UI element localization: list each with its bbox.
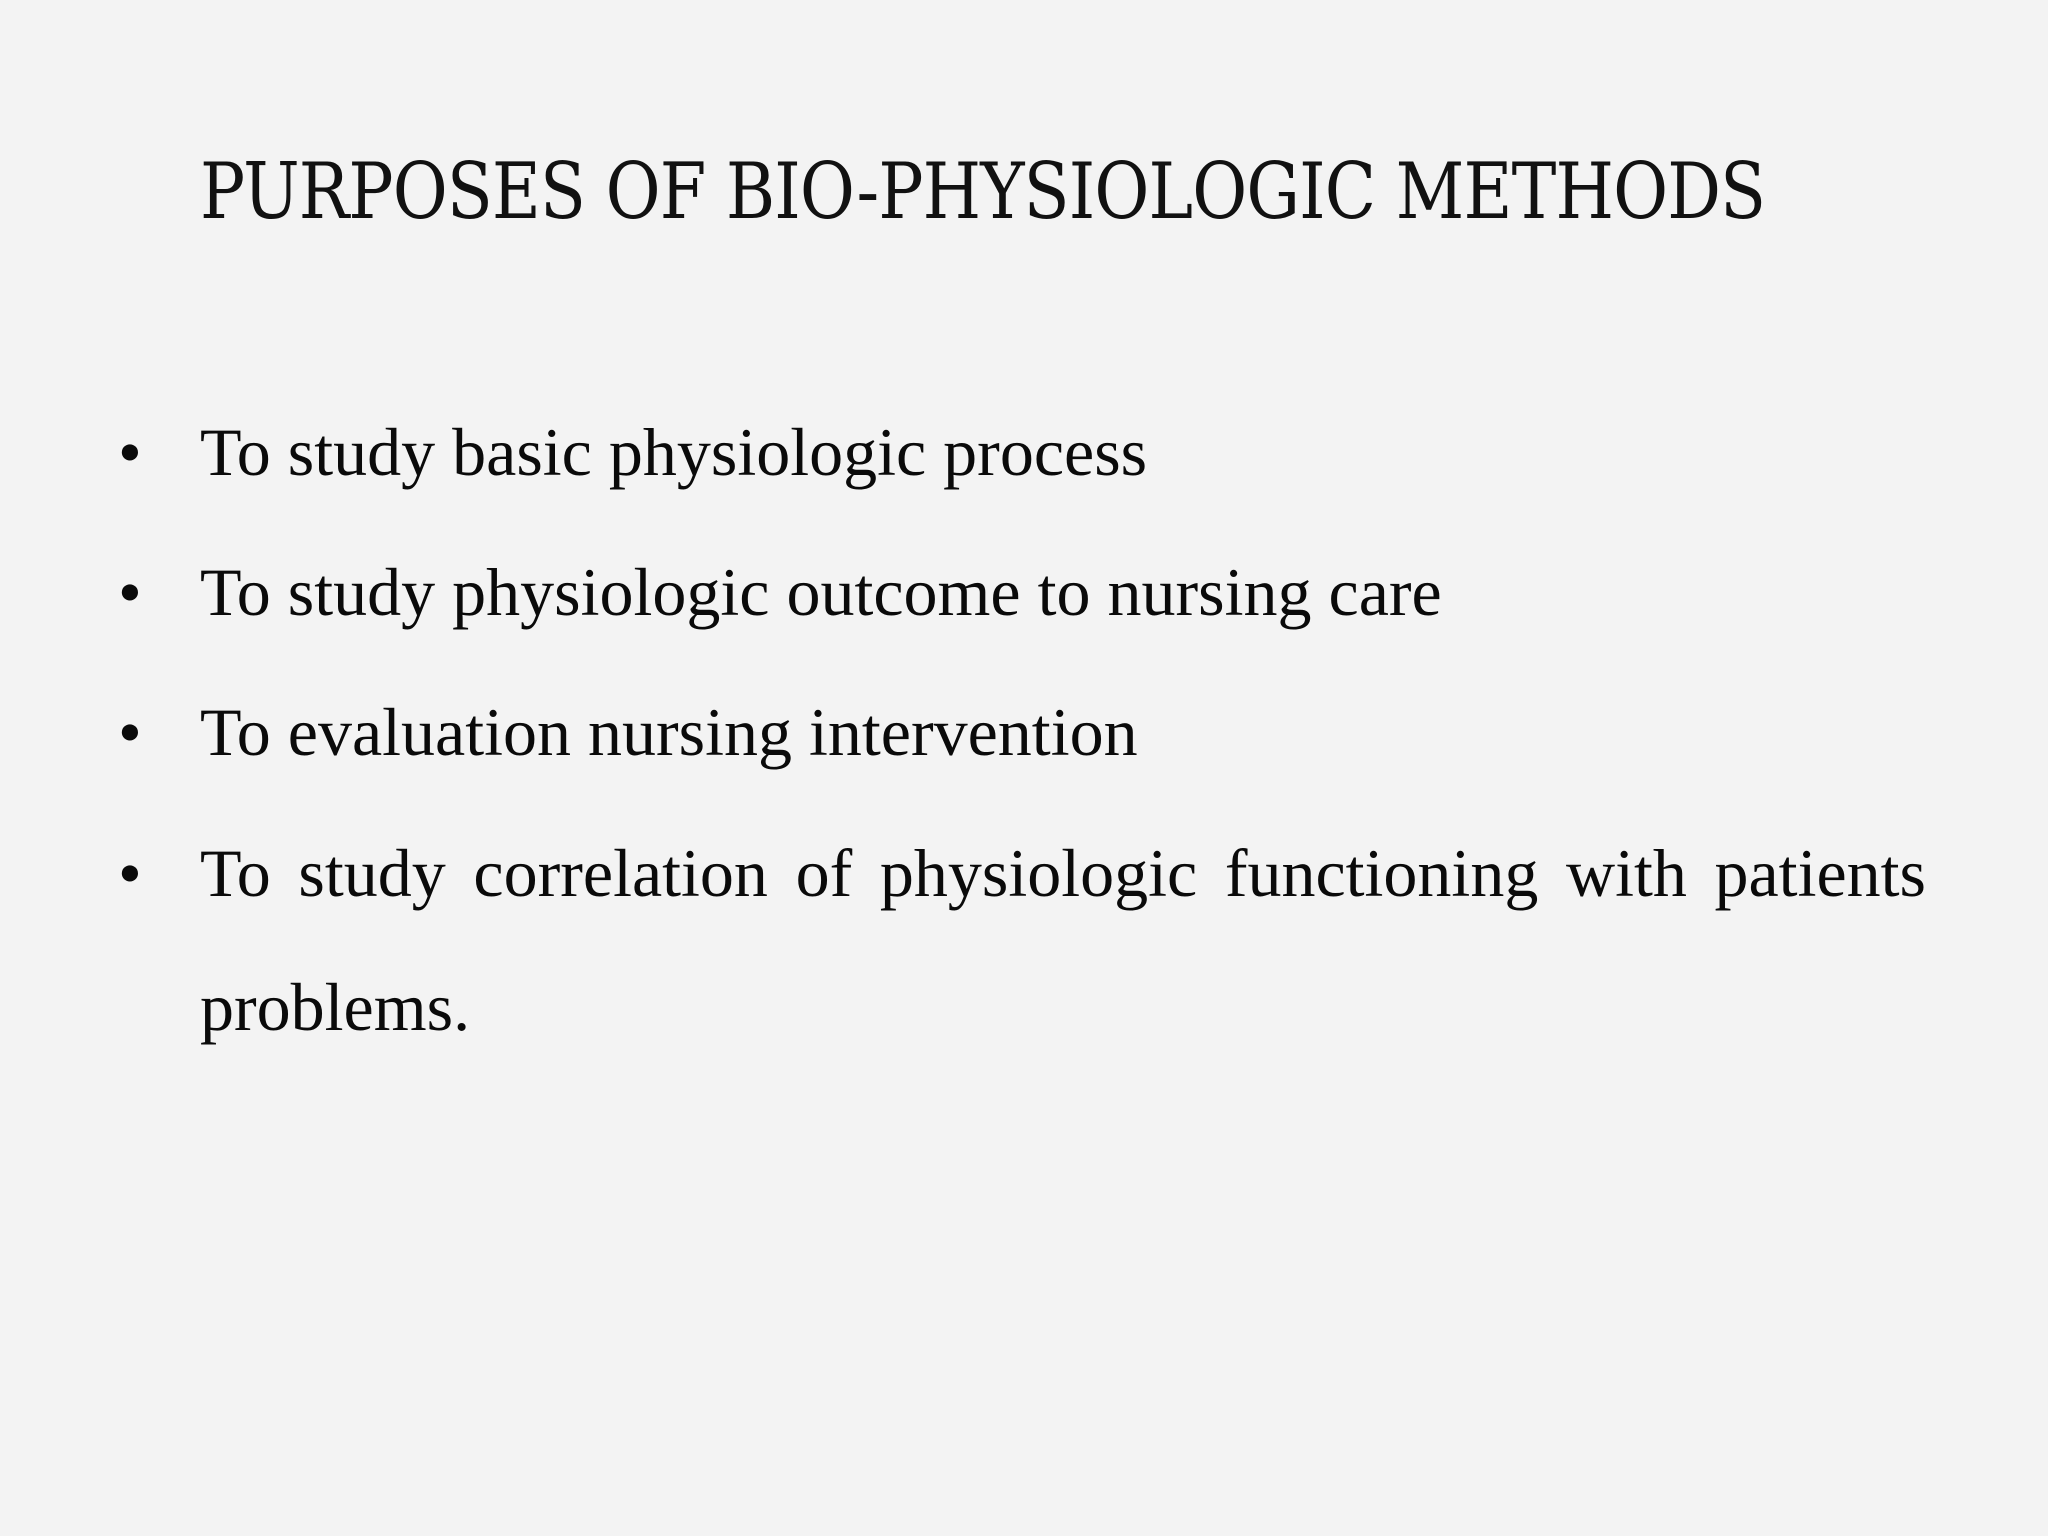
bullet-list <box>118 408 1926 1126</box>
bullet-text: To study correlation of physiologic functioning with patients problems. <box>200 835 1926 1045</box>
bullet-item <box>118 408 1926 496</box>
bullet-item <box>118 548 1926 636</box>
bullet-icon: • <box>118 554 142 630</box>
bullet-item <box>118 806 1926 1074</box>
slide-title: PURPOSES OF BIO-PHYSIOLOGIC METHODS <box>200 147 1766 237</box>
bullet-text: To study physiologic outcome to nursing care <box>200 554 1442 630</box>
bullet-text: To evaluation nursing intervention <box>200 694 1138 770</box>
bullet-text: To study basic physiologic process <box>200 414 1148 490</box>
bullet-icon: • <box>118 835 142 911</box>
bullet-icon: • <box>118 694 142 770</box>
bullet-item <box>118 688 1926 776</box>
bullet-icon: • <box>118 414 142 490</box>
